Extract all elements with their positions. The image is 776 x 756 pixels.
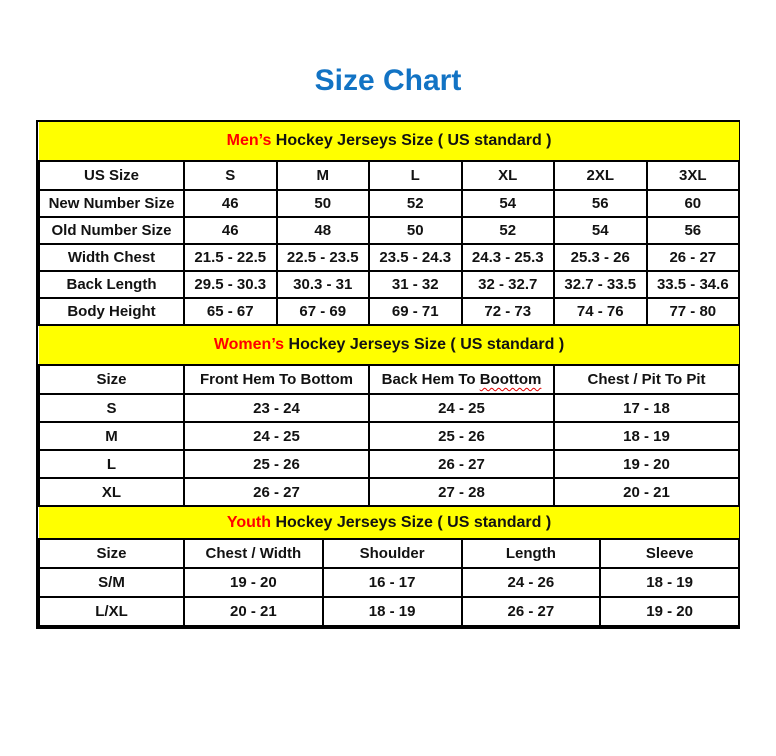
table-row [39, 597, 739, 626]
womens-cell: 24 - 25 [369, 394, 554, 422]
mens-cell: 21.5 - 22.5 [184, 244, 277, 271]
misspelled-word: Boottom [479, 371, 542, 388]
youth-cell: 18 - 19 [323, 597, 462, 626]
mens-row-label: New Number Size [39, 190, 184, 217]
youth-col-header: Shoulder [323, 539, 462, 568]
mens-cell: 56 [647, 217, 740, 244]
mens-size-table [38, 122, 740, 326]
page-title: Size Chart [314, 64, 462, 97]
mens-col-header: L [369, 161, 462, 190]
mens-cell: 46 [184, 190, 277, 217]
youth-cell: 24 - 26 [462, 568, 601, 597]
womens-banner [39, 326, 739, 365]
mens-cell: 50 [369, 217, 462, 244]
youth-banner-text: Hockey Jerseys Size ( US standard ) [271, 513, 552, 531]
mens-row-label: Back Length [39, 271, 184, 298]
mens-col-header: US Size [39, 161, 184, 190]
womens-size-table [38, 326, 740, 507]
mens-cell: 52 [462, 217, 555, 244]
mens-cell: 50 [277, 190, 370, 217]
table-row [39, 217, 739, 244]
table-row [39, 450, 739, 478]
mens-col-header: S [184, 161, 277, 190]
womens-row-label: L [39, 450, 184, 478]
mens-col-header: M [277, 161, 370, 190]
size-chart-tables [36, 120, 740, 629]
table-row [39, 394, 739, 422]
womens-row-label: XL [39, 478, 184, 506]
youth-col-header: Size [39, 539, 184, 568]
table-row [39, 271, 739, 298]
mens-cell: 33.5 - 34.6 [647, 271, 740, 298]
womens-cell: 25 - 26 [369, 422, 554, 450]
mens-cell: 54 [554, 217, 647, 244]
youth-row-label: S/M [39, 568, 184, 597]
womens-col-header [369, 365, 554, 394]
mens-cell: 72 - 73 [462, 298, 555, 325]
mens-cell: 31 - 32 [369, 271, 462, 298]
mens-cell: 32.7 - 33.5 [554, 271, 647, 298]
womens-cell: 18 - 19 [554, 422, 739, 450]
youth-col-header: Length [462, 539, 601, 568]
mens-cell: 77 - 80 [647, 298, 740, 325]
mens-cell: 52 [369, 190, 462, 217]
youth-cell: 16 - 17 [323, 568, 462, 597]
womens-row-label: S [39, 394, 184, 422]
youth-row-label: L/XL [39, 597, 184, 626]
mens-banner-highlight: Men’s [226, 132, 272, 149]
youth-banner [39, 507, 739, 539]
womens-cell: 19 - 20 [554, 450, 739, 478]
youth-header-row [39, 539, 739, 568]
youth-cell: 26 - 27 [462, 597, 601, 626]
youth-cell: 19 - 20 [184, 568, 323, 597]
mens-cell: 48 [277, 217, 370, 244]
table-row [39, 422, 739, 450]
womens-cell: 25 - 26 [184, 450, 369, 478]
mens-cell: 24.3 - 25.3 [462, 244, 555, 271]
table-row [39, 298, 739, 325]
mens-col-header: 3XL [647, 161, 740, 190]
youth-col-header: Sleeve [600, 539, 739, 568]
womens-col-header-text: Back Hem To [381, 371, 480, 388]
mens-cell: 25.3 - 26 [554, 244, 647, 271]
womens-col-header: Size [39, 365, 184, 394]
mens-row-label: Body Height [39, 298, 184, 325]
table-row [39, 244, 739, 271]
mens-cell: 26 - 27 [647, 244, 740, 271]
mens-col-header: 2XL [554, 161, 647, 190]
womens-banner-highlight: Women’s [213, 336, 285, 353]
womens-cell: 17 - 18 [554, 394, 739, 422]
womens-cell: 23 - 24 [184, 394, 369, 422]
womens-header-row [39, 365, 739, 394]
mens-cell: 30.3 - 31 [277, 271, 370, 298]
mens-cell: 23.5 - 24.3 [369, 244, 462, 271]
youth-banner-highlight: Youth [226, 513, 272, 531]
youth-cell: 19 - 20 [600, 597, 739, 626]
mens-row-label: Old Number Size [39, 217, 184, 244]
womens-cell: 27 - 28 [369, 478, 554, 506]
table-row [39, 190, 739, 217]
mens-cell: 32 - 32.7 [462, 271, 555, 298]
youth-banner-row [39, 507, 739, 539]
youth-cell: 20 - 21 [184, 597, 323, 626]
womens-cell: 20 - 21 [554, 478, 739, 506]
youth-col-header: Chest / Width [184, 539, 323, 568]
table-row [39, 478, 739, 506]
mens-cell: 54 [462, 190, 555, 217]
youth-size-table [38, 507, 740, 627]
womens-banner-text: Hockey Jerseys Size ( US standard ) [284, 336, 565, 353]
mens-banner [39, 122, 739, 161]
youth-cell: 18 - 19 [600, 568, 739, 597]
mens-cell: 29.5 - 30.3 [184, 271, 277, 298]
mens-cell: 56 [554, 190, 647, 217]
womens-cell: 26 - 27 [184, 478, 369, 506]
mens-cell: 67 - 69 [277, 298, 370, 325]
womens-col-header: Chest / Pit To Pit [554, 365, 739, 394]
table-row [39, 568, 739, 597]
mens-cell: 46 [184, 217, 277, 244]
mens-col-header: XL [462, 161, 555, 190]
womens-row-label: M [39, 422, 184, 450]
womens-cell: 26 - 27 [369, 450, 554, 478]
mens-cell: 60 [647, 190, 740, 217]
womens-banner-row [39, 326, 739, 365]
mens-banner-text: Hockey Jerseys Size ( US standard ) [271, 132, 552, 149]
womens-col-header: Front Hem To Bottom [184, 365, 369, 394]
mens-cell: 22.5 - 23.5 [277, 244, 370, 271]
mens-cell: 74 - 76 [554, 298, 647, 325]
mens-cell: 65 - 67 [184, 298, 277, 325]
mens-header-row [39, 161, 739, 190]
size-chart-page [0, 64, 776, 629]
mens-cell: 69 - 71 [369, 298, 462, 325]
mens-row-label: Width Chest [39, 244, 184, 271]
womens-cell: 24 - 25 [184, 422, 369, 450]
mens-banner-row [39, 122, 739, 161]
